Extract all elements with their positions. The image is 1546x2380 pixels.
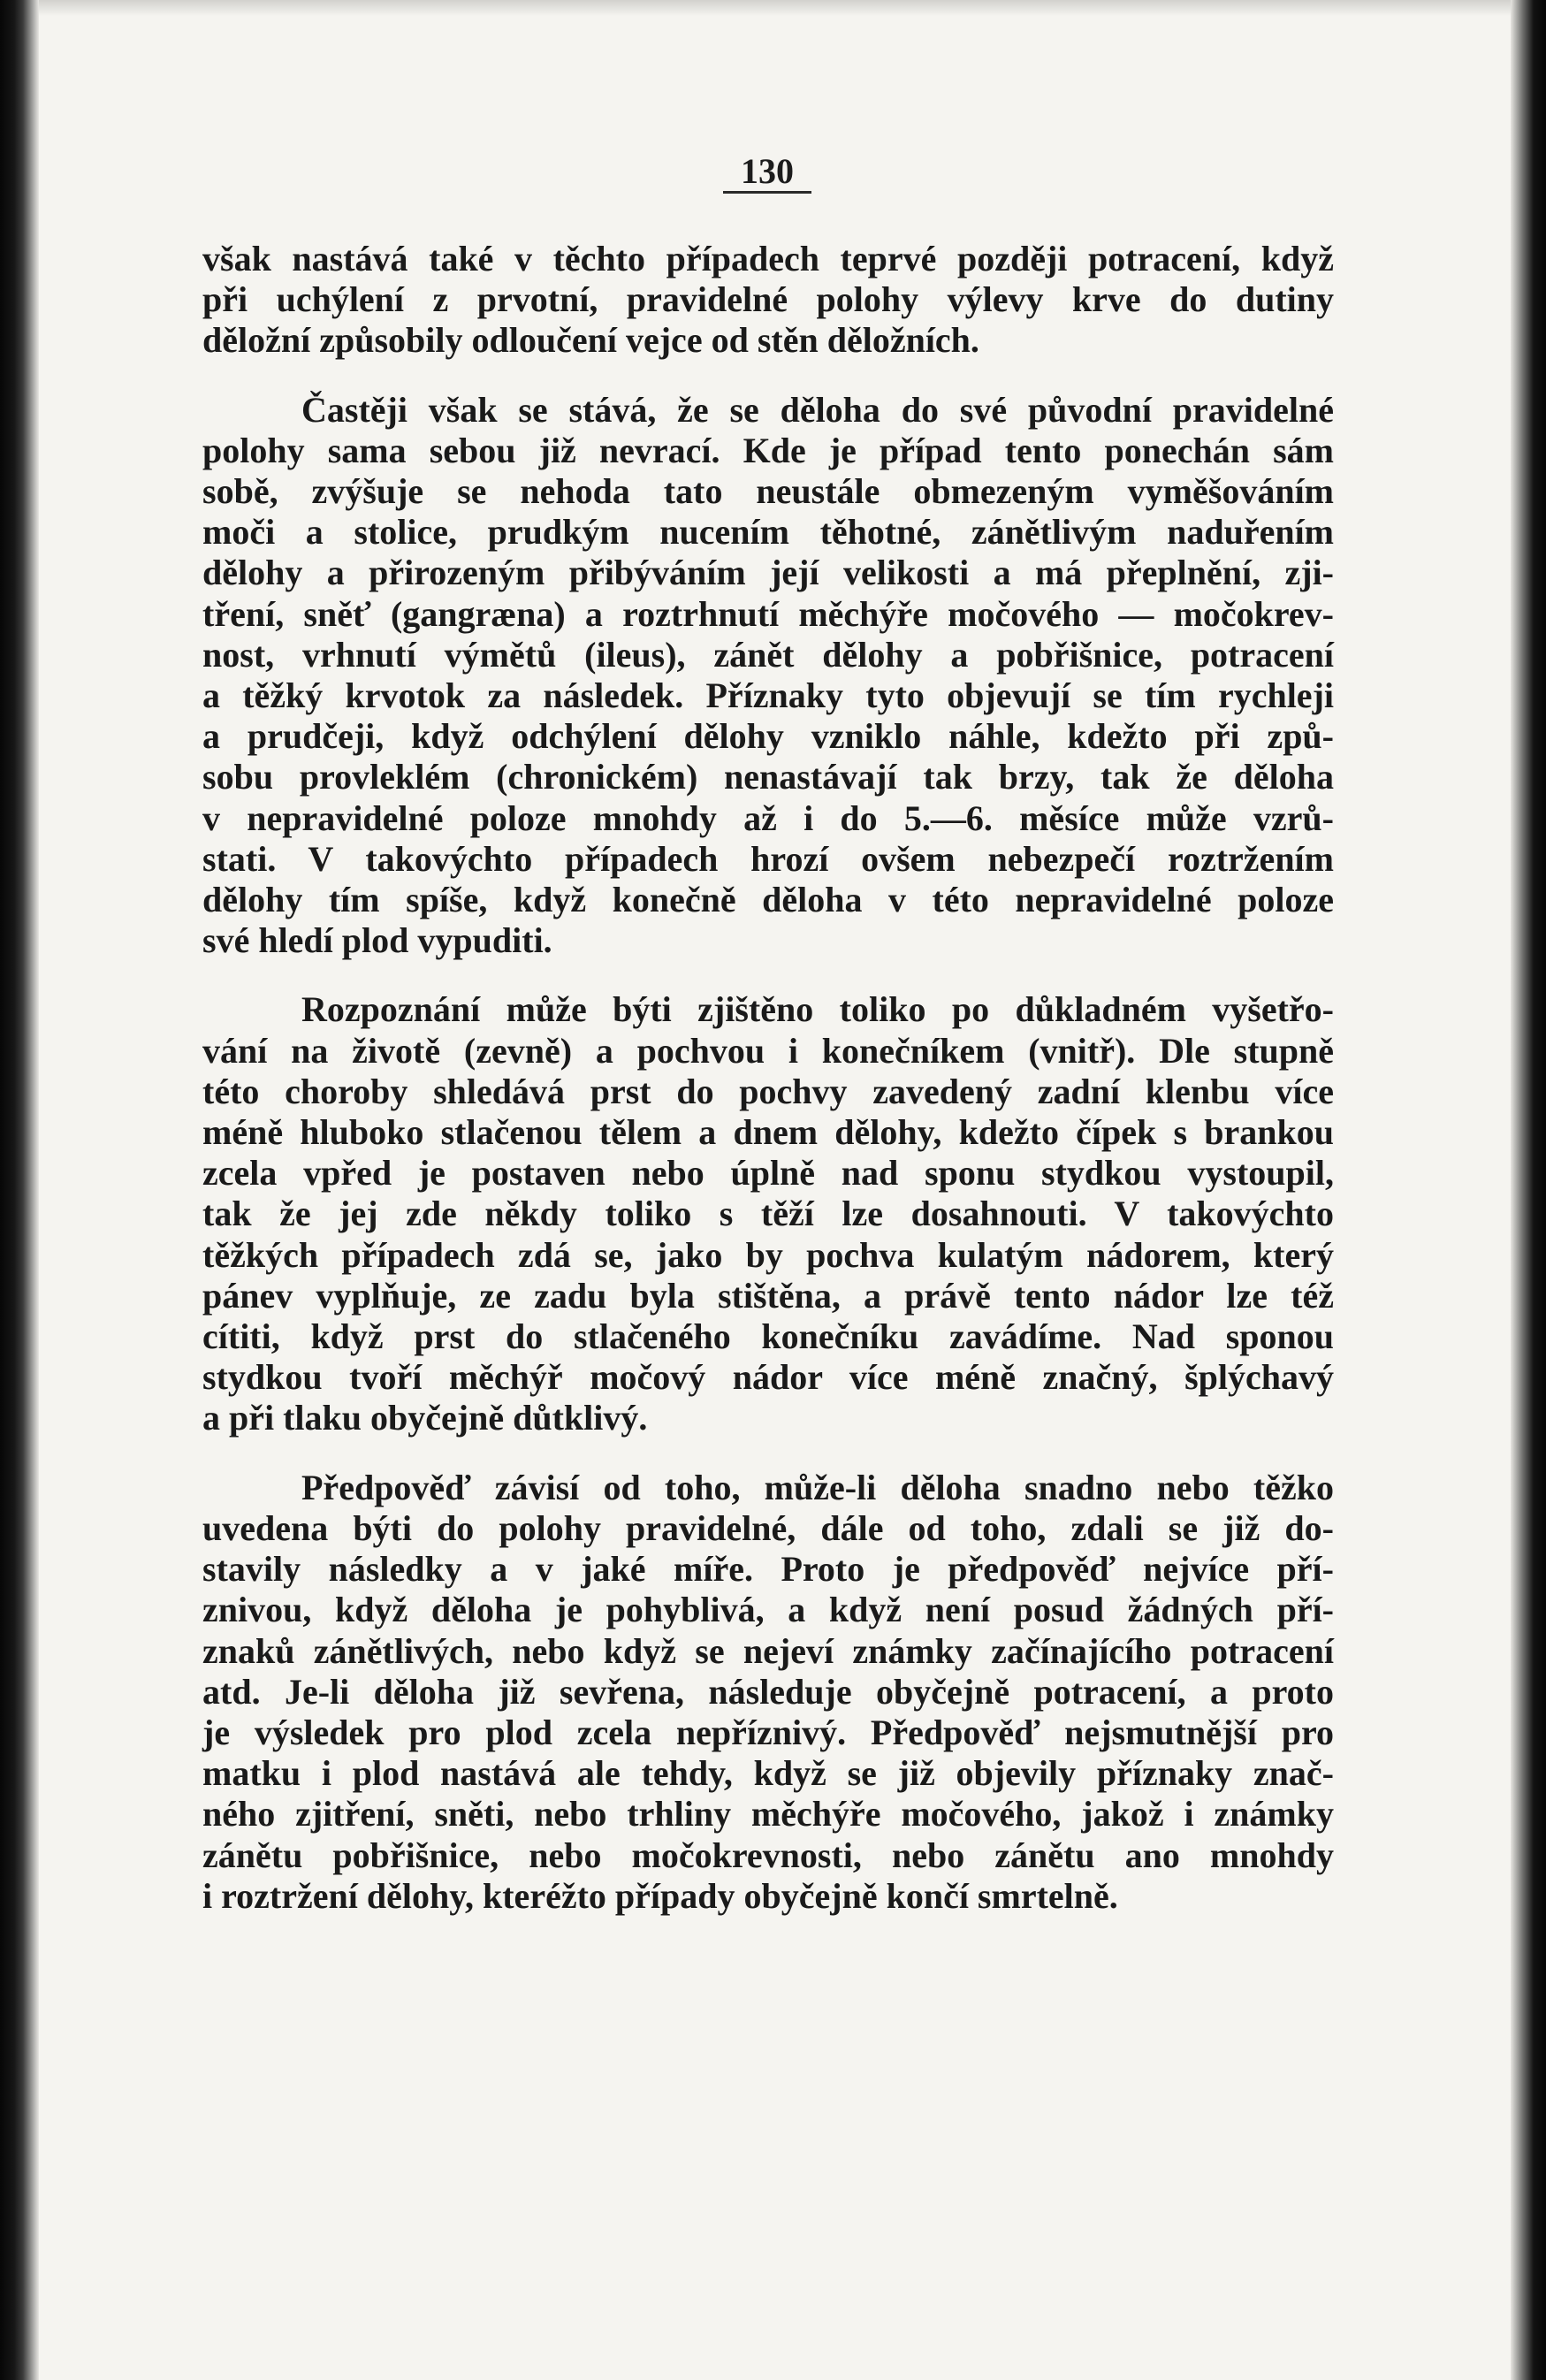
text-line: znivou, když děloha je pohyblivá, a když není posud žádných pří- [202,1590,1334,1630]
text-line: vání na životě (zevně) a pochvou i konečníkem (vnitř). Dle stupně [202,1030,1334,1071]
page-right-edge [1511,0,1546,2380]
text-line: nost, vrhnutí výmětů (ileus), zánět dělohy a pobřišnice, potracení [202,634,1334,675]
text-line: stavily následky a v jaké míře. Proto je předpověď nejvíce pří- [202,1549,1334,1590]
text-line: i roztržení dělohy, kteréžto případy obyčejně končí smrtelně. [202,1875,1118,1916]
text-line: v nepravidelné poloze mnohdy až i do 5.—6. měsíce může vzrů- [202,797,1334,838]
text-line: a prudčeji, když odchýlení dělohy vzniklo náhle, kdežto při způ- [202,716,1334,757]
text-line: Předpověď závisí od toho, může-li děloha snadno nebo těžko [301,1467,1334,1507]
paragraph [202,239,1334,362]
text-line: tření, sněť (gangræna) a roztrhnutí měchýře močového — močokrev- [202,593,1334,634]
text-line: znaků zánětlivých, nebo když se nejeví známky začínajícího potracení [202,1630,1334,1671]
page-number-underline [723,191,811,194]
text-line: moči a stolice, prudkým nucením těhotné, zánětlivým naduřením [202,512,1334,553]
text-line: sobě, zvýšuje se nehoda tato neustále obmezeným vyměšováním [202,471,1334,512]
text-line: je výsledek pro plod zcela nepříznivý. Předpověď nejsmutnější pro [202,1712,1334,1752]
paragraph [202,390,1334,962]
page-number: 130 [741,151,794,191]
text-line: sobu provleklém (chronickém) nenastávají tak brzy, tak že děloha [202,757,1334,797]
text-line: a při tlaku obyčejně důtklivý. [202,1398,648,1438]
text-line: ného zjitření, sněti, nebo trhliny měchýře močového, jakož i známky [202,1794,1334,1835]
paragraph [202,989,1334,1438]
text-line: dělohy tím spíše, když konečně děloha v této nepravidelné poloze [202,880,1334,920]
paragraph [202,1468,1334,1917]
text-line: tak že jej zde někdy toliko s těží lze dosahnouti. V takovýchto [202,1194,1334,1234]
text-line: při uchýlení z prvotní, pravidelné polohy výlevy krve do dutiny [202,279,1334,320]
text-line: dělohy a přirozeným přibýváním její velikosti a má přeplnění, zji- [202,553,1334,593]
text-line: polohy sama sebou již nevrací. Kde je případ tento ponechán sám [202,430,1334,470]
text-line: stydkou tvoří měchýř močový nádor více méně značný, šplýchavý [202,1357,1334,1398]
body-text [202,239,1334,1917]
text-line: méně hluboko stlačenou tělem a dnem dělohy, kdežto čípek s brankou [202,1112,1334,1153]
text-line: těžkých případech zdá se, jako by pochva kulatým nádorem, který [202,1234,1334,1275]
text-line: stati. V takovýchto případech hrozí ovšem nebezpečí roztržením [202,838,1334,879]
text-line: však nastává také v těchto případech teprvé později potracení, když [202,239,1334,278]
text-line: zcela vpřed je postaven nebo úplně nad sponu stydkou vystoupil, [202,1153,1334,1194]
text-line: cítiti, když prst do stlačeného konečníku zavádíme. Nad sponou [202,1316,1334,1357]
text-line: Rozpoznání může býti zjištěno toliko po důkladném vyšetřo- [301,989,1334,1030]
text-line: a těžký krvotok za následek. Příznaky tyto objevují se tím rychleji [202,675,1334,716]
text-line: své hledí plod vypuditi. [202,920,552,961]
text-line: Častěji však se stává, že se děloha do své původní pravidelné [301,389,1334,430]
text-line: atd. Je-li děloha již sevřena, následuje obyčejně potracení, a proto [202,1671,1334,1712]
text-line: pánev vyplňuje, ze zadu byla stištěna, a právě tento nádor lze též [202,1275,1334,1316]
text-line: uvedena býti do polohy pravidelné, dále od toho, zdali se již do- [202,1507,1334,1548]
page-left-edge [0,0,39,2380]
text-line: zánětu pobřišnice, nebo močokrevnosti, nebo zánětu ano mnohdy [202,1835,1334,1875]
text-line: této choroby shledává prst do pochvy zavedený zadní klenbu více [202,1071,1334,1111]
text-line: matku i plod nastává ale tehdy, když se již objevily příznaky znač- [202,1753,1334,1794]
page-top-shadow [0,0,1546,16]
text-line: děložní způsobily odloučení vejce od stěn děložních. [202,320,979,361]
